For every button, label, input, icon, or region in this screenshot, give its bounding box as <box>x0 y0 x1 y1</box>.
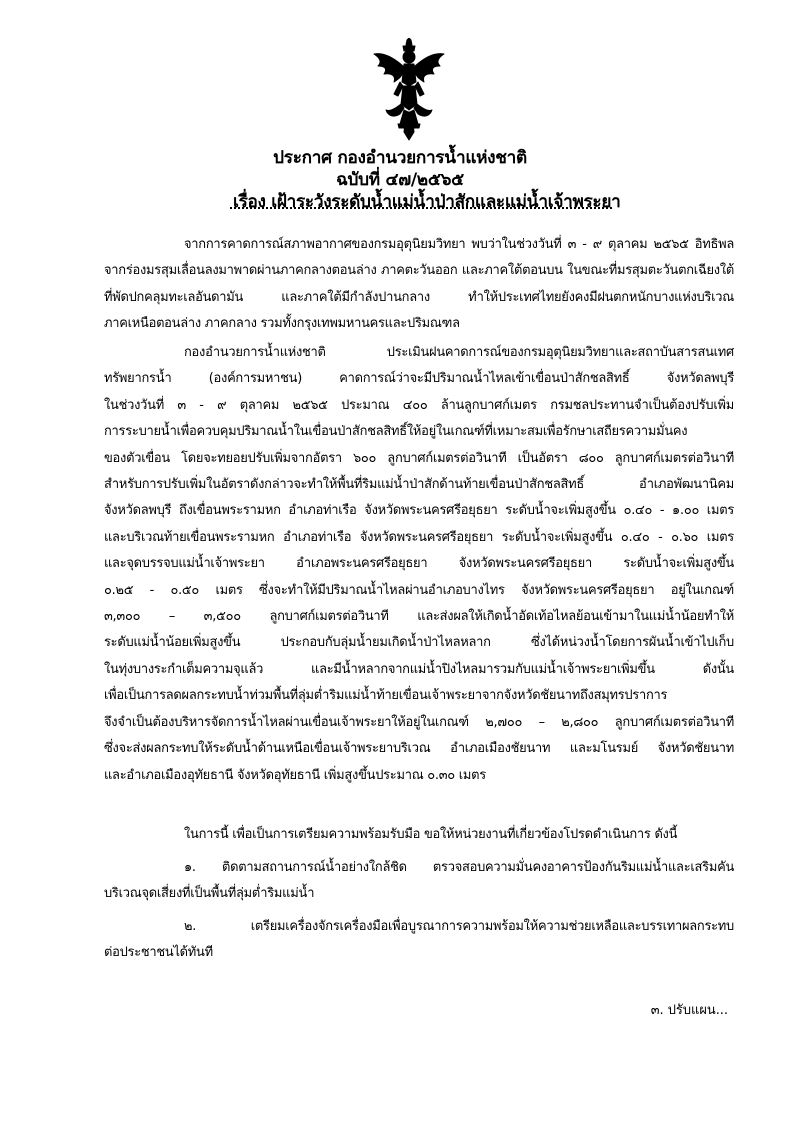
announcement-issue-number: ฉบับที่ ๔๗/๒๕๖๕ <box>336 170 464 190</box>
paragraph-line: และจุดบรรจบแม่น้ำเจ้าพระยา อำเภอพระนครศรีอยุธยา จังหวัดพระนครศรีอยุธยา ระดับน้ำจะเพิ่มสูงขึ้น <box>104 556 734 572</box>
paragraph-line: จึงจำเป็นต้องบริหารจัดการน้ำไหลผ่านเขื่อนเจ้าพระยาให้อยู่ในเกณฑ์ ๒,๗๐๐ – ๒,๘๐๐ ลูกบาศก์เมตรต่อวินาที <box>104 714 734 730</box>
paragraph-line: และอำเภอเมืองอุทัยธานี จังหวัดอุทัยธานี เพิ่มสูงขึ้นประมาณ ๐.๓๐ เมตร <box>104 767 486 783</box>
paragraph-line: การระบายน้ำเพื่อควบคุมปริมาณน้ำในเขื่อนป่าสักชลสิทธิ์ให้อยู่ในเกณฑ์ที่เหมาะสมเพื่อรักษาเสถียรความมั่นคง <box>104 424 688 440</box>
paragraph-line: จังหวัดลพบุรี ถึงเขื่อนพระรามหก อำเภอท่าเรือ จังหวัดพระนครศรีอยุธยา ระดับน้ำจะเพิ่มสูงขึ้น ๐.๔๐ - ๑.๐๐ เมตร <box>104 503 734 519</box>
paragraph-line: จากร่องมรสุมเลื่อนลงมาพาดผ่านภาคกลางตอนล่าง ภาคตะวันออก และภาคใต้ตอนบน ในขณะที่มรสุมตะวันตกเฉียงใต้ <box>104 263 734 279</box>
paragraph-line: ต่อประชาชนได้ทันที <box>104 945 213 961</box>
paragraph-line: ภาคเหนือตอนล่าง ภาคกลาง รวมทั้งกรุงเทพมหานครและปริมณฑล <box>104 316 460 332</box>
paragraph-line: ๓,๓๐๐ – ๓,๕๐๐ ลูกบาศก์เมตรต่อวินาที และส่งผลให้เกิดน้ำอัดเท้อไหลย้อนเข้ามาในแม่น้ำน้อยทำให้ <box>104 609 734 625</box>
paragraph-line: ในการนี้ เพื่อเป็นการเตรียมความพร้อมรับมือ ขอให้หน่วยงานที่เกี่ยวข้องโปรดดำเนินการ ดังนี้ <box>184 827 678 842</box>
paragraph-line: สำหรับการปรับเพิ่มในอัตราดังกล่าวจะทำให้พื้นที่ริมแม่น้ำป่าสักด้านท้ายเขื่อนป่าสักชลสิทธิ์ อำเภอพัฒนานิคม <box>104 477 734 493</box>
action-item-2 <box>104 914 734 967</box>
announcement-subject: เรื่อง เฝ้าระวังระดับน้ำแม่น้ำป่าสักและแม่น้ำเจ้าพระยา <box>233 192 621 212</box>
continued-on-next-page: ๓. ปรับแผน... <box>650 1003 728 1018</box>
announcement-title: ประกาศ กองอำนวยการน้ำแห่งชาติ <box>273 148 527 168</box>
paragraph-line: ระดับแม่น้ำน้อยเพิ่มสูงขึ้น ประกอบกับลุ่มน้ำยมเกิดน้ำป่าไหลหลาก ซึ่งได้หน่วงน้ำโดยการผันน้ำเข้าไปเก็บ <box>104 635 734 651</box>
paragraph-line: บริเวณจุดเสี่ยงที่เป็นพื้นที่ลุ่มต่ำริมแม่น้ำ <box>104 886 315 902</box>
action-item-1 <box>104 855 734 908</box>
paragraph-line: เพื่อเป็นการลดผลกระทบน้ำท่วมพื้นที่ลุ่มต่ำริมแม่น้ำท้ายเขื่อนเจ้าพระยาจากจังหวัดชัยนาทถึงสมุทรปราการ <box>104 688 668 704</box>
paragraph-line: ทรัพยากรน้ำ (องค์การมหาชน) คาดการณ์ว่าจะมีปริมาณน้ำไหลเข้าเขื่อนป่าสักชลสิทธิ์ จังหวัดลพบุรี <box>104 371 734 387</box>
paragraph-line: จากการคาดการณ์สภาพอากาศของกรมอุตุนิยมวิทยา พบว่าในช่วงวันที่ ๓ - ๙ ตุลาคม ๒๕๖๕ อิทธิพล <box>184 237 734 252</box>
paragraph-line: ของตัวเขื่อน โดยจะทยอยปรับเพิ่มจากอัตรา ๖๐๐ ลูกบาศก์เมตรต่อวินาที เป็นอัตรา ๘๐๐ ลูกบาศก์เมตรต่อวินาที <box>104 450 734 466</box>
paragraph-line: และบริเวณท้ายเขื่อนพระรามหก อำเภอท่าเรือ จังหวัดพระนครศรีอยุธยา ระดับน้ำจะเพิ่มสูงขึ้น ๐.๔๐ - ๐.๖๐ เมตร <box>104 529 734 545</box>
paragraph-request <box>104 822 734 848</box>
paragraph-line: ๒. เตรียมเครื่องจักรเครื่องมือเพื่อบูรณาการความพร้อมให้ความช่วยเหลือและบรรเทาผลกระทบ <box>184 919 734 934</box>
paragraph-line: ในทุ่งบางระกำเต็มความจุแล้ว และมีน้ำหลากจากแม่น้ำปิงไหลมารวมกับแม่น้ำเจ้าพระยาเพิ่มขึ้น ดังนั้น <box>104 661 734 677</box>
paragraph-line: ซึ่งจะส่งผลกระทบให้ระดับน้ำด้านเหนือเขื่อนเจ้าพระยาบริเวณ อำเภอเมืองชัยนาท และมโนรมย์ จังหวัดชัยนาท <box>104 741 734 757</box>
paragraph-line: ในช่วงวันที่ ๓ - ๙ ตุลาคม ๒๕๖๕ ประมาณ ๔๐๐ ล้านลูกบาศก์เมตร กรมชลประทานจำเป็นต้องปรับเพิ่ม <box>104 397 734 413</box>
paragraph-line: ๑. ติดตามสถานการณ์น้ำอย่างใกล้ชิด ตรวจสอบความมั่นคงอาคารป้องกันริมแม่น้ำและเสริมคัน <box>184 860 734 875</box>
garuda-emblem-icon <box>370 38 448 142</box>
dotted-divider <box>230 207 612 209</box>
paragraph-line: ที่พัดปกคลุมทะเลอันดามัน และภาคใต้มีกำลังปานกลาง ทำให้ประเทศไทยยังคงมีฝนตกหนักบางแห่งบริเวณ <box>104 289 734 305</box>
paragraph-water-management <box>104 340 734 789</box>
paragraph-line: กองอำนวยการน้ำแห่งชาติ ประเมินฝนคาดการณ์ของกรมอุตุนิยมวิทยาและสถาบันสารสนเทศ <box>184 345 734 360</box>
announcement-header <box>0 147 800 213</box>
paragraph-line: ๐.๒๕ - ๐.๕๐ เมตร ซึ่งจะทำให้มีปริมาณน้ำไหลผ่านอำเภอบางไทร จังหวัดพระนครศรีอยุธยา อยู่ในเกณฑ์ <box>104 582 734 598</box>
paragraph-weather-forecast <box>104 232 734 338</box>
